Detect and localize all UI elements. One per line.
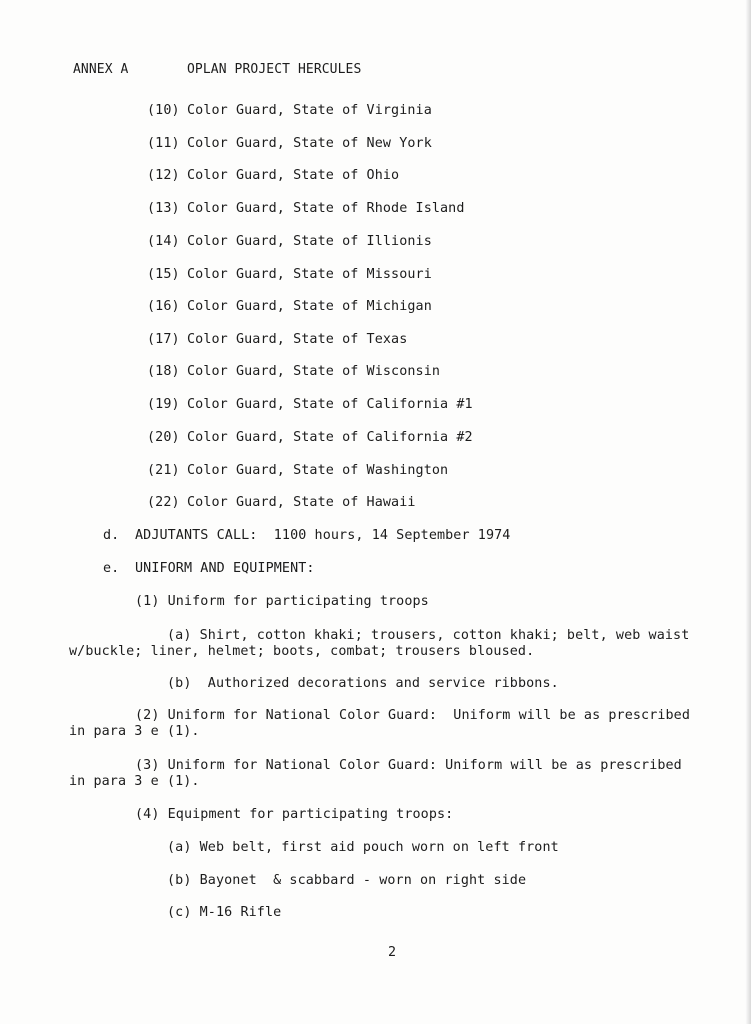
list-item: Color Guard, State of Wisconsin [187, 364, 441, 379]
subparagraph-3-line1: (3) Uniform for National Color Guard: Uniform will be as prescribed [135, 758, 682, 773]
subparagraph-3-line2: in para 3 e (1). [69, 774, 200, 789]
list-item-number: (16) [147, 299, 180, 314]
list-item-number: (10) [147, 103, 180, 118]
list-item: Color Guard, State of Rhode Island [187, 201, 465, 216]
list-item: Color Guard, State of Texas [187, 332, 408, 347]
list-item-number: (17) [147, 332, 180, 347]
paragraph-d-letter: d. [103, 528, 120, 543]
list-item: Color Guard, State of Illionis [187, 234, 432, 249]
list-item-number: (21) [147, 463, 180, 478]
paragraph-e-letter: e. [103, 561, 120, 576]
subparagraph-1a-line2: w/buckle; liner, helmet; boots, combat; trousers bloused. [69, 644, 535, 659]
page-number: 2 [388, 945, 397, 960]
paragraph-d-text: ADJUTANTS CALL: 1100 hours, 14 September 1974 [135, 528, 511, 543]
list-item-number: (15) [147, 267, 180, 282]
subparagraph-4a: (a) Web belt, first aid pouch worn on left front [167, 840, 559, 855]
list-item: Color Guard, State of Hawaii [187, 495, 416, 510]
subparagraph-2-line1: (2) Uniform for National Color Guard: Uniform will be as prescribed [135, 708, 691, 723]
subparagraph-1b: (b) Authorized decorations and service ribbons. [167, 676, 559, 691]
document-title: OPLAN PROJECT HERCULES [187, 62, 362, 77]
subparagraph-1a-line1: (a) Shirt, cotton khaki; trousers, cotton khaki; belt, web waist [167, 628, 690, 643]
list-item: Color Guard, State of New York [187, 136, 432, 151]
list-item-number: (19) [147, 397, 180, 412]
list-item-number: (22) [147, 495, 180, 510]
subparagraph-4: (4) Equipment for participating troops: [135, 807, 454, 822]
list-item-number: (12) [147, 168, 180, 183]
subparagraph-4c: (c) M-16 Rifle [167, 905, 282, 920]
subparagraph-4b: (b) Bayonet & scabbard - worn on right side [167, 873, 527, 888]
list-item-number: (11) [147, 136, 180, 151]
list-item: Color Guard, State of Michigan [187, 299, 432, 314]
list-item: Color Guard, State of Washington [187, 463, 449, 478]
subparagraph-2-line2: in para 3 e (1). [69, 724, 200, 739]
page-edge-shadow [745, 0, 751, 1024]
list-item: Color Guard, State of Ohio [187, 168, 400, 183]
list-item: Color Guard, State of California #2 [187, 430, 473, 445]
annex-label: ANNEX A [73, 62, 129, 77]
list-item-number: (14) [147, 234, 180, 249]
list-item-number: (20) [147, 430, 180, 445]
paragraph-e-heading: UNIFORM AND EQUIPMENT: [135, 561, 315, 576]
list-item: Color Guard, State of Virginia [187, 103, 432, 118]
subparagraph-1: (1) Uniform for participating troops [135, 594, 429, 609]
list-item-number: (13) [147, 201, 180, 216]
list-item-number: (18) [147, 364, 180, 379]
list-item: Color Guard, State of Missouri [187, 267, 432, 282]
list-item: Color Guard, State of California #1 [187, 397, 473, 412]
